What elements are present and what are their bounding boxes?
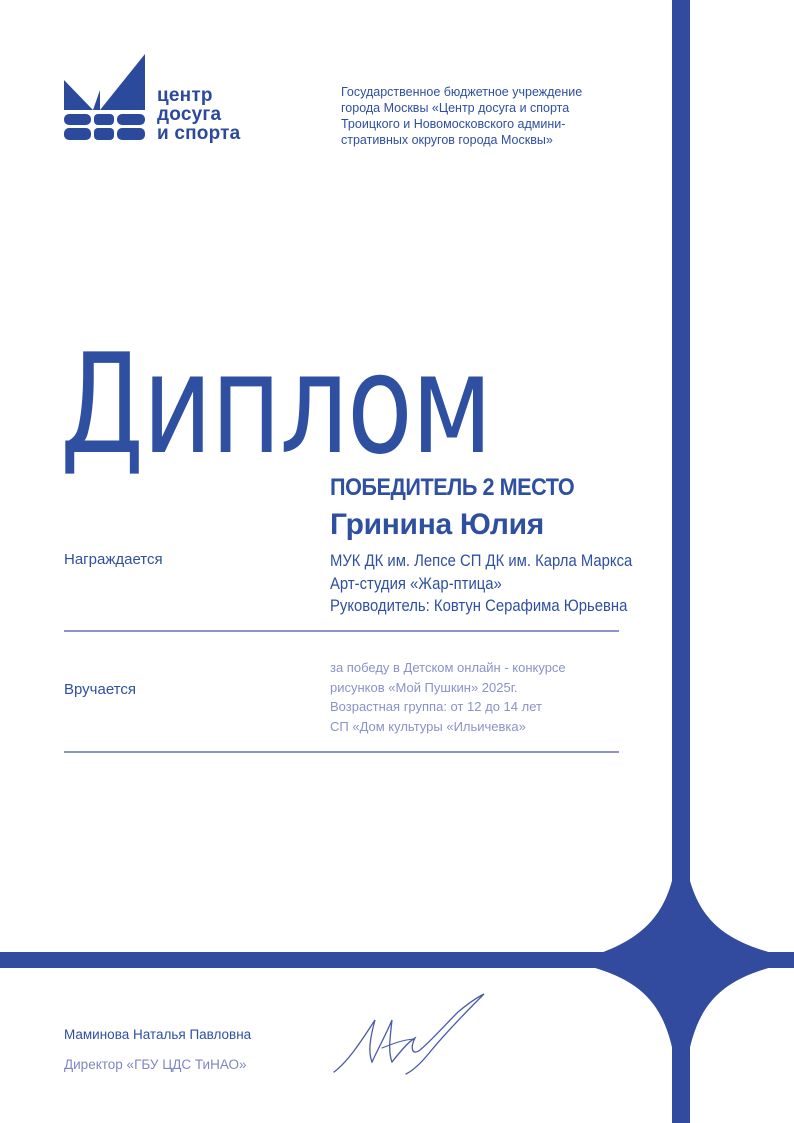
awarded-label: Награждается	[64, 551, 163, 568]
recipient-organization: МУК ДК им. Лепсе СП ДК им. Карла Маркса	[330, 552, 633, 570]
divider-line	[64, 751, 619, 753]
recipient-studio: Арт-студия «Жар-птица»	[330, 575, 502, 593]
frame-star	[570, 820, 794, 1123]
recipient-name: Гринина Юлия	[330, 508, 544, 541]
reason-line-3: Возрастная группа: от 12 до 14 лет	[330, 699, 542, 714]
award-place: ПОБЕДИТЕЛЬ 2 МЕСТО	[330, 474, 575, 501]
organization-line-3: Троицкого и Новомосковского админи-	[341, 117, 566, 131]
recipient-supervisor: Руководитель: Ковтун Серафима Юрьевна	[330, 597, 628, 615]
organization-name	[341, 84, 641, 148]
presented-label: Вручается	[64, 681, 137, 698]
organization-line-1: Государственное бюджетное учреждение	[341, 85, 583, 99]
diploma-title: Диплом	[60, 324, 491, 485]
organization-line-2: города Москвы «Центр досуга и спорта	[341, 101, 570, 115]
director-title: Директор «ГБУ ЦДС ТиНАО»	[64, 1057, 247, 1072]
organization-line-4: стративных округов города Москвы»	[341, 133, 553, 147]
center-logo-icon	[63, 52, 149, 142]
reason-line-2: рисунков «Мой Пушкин» 2025г.	[330, 680, 518, 695]
reason-line-1: за победу в Детском онлайн - конкурсе	[330, 660, 566, 675]
director-signature	[330, 990, 490, 1080]
divider-line	[64, 630, 619, 632]
reason-line-4: СП «Дом культуры «Ильичевка»	[330, 719, 526, 734]
director-name: Маминова Наталья Павловна	[64, 1027, 252, 1042]
logo-text-line-3: и спорта	[157, 123, 241, 144]
logo-text-line-1: центр	[157, 85, 213, 106]
logo-text-line-2: досуга	[157, 104, 222, 125]
